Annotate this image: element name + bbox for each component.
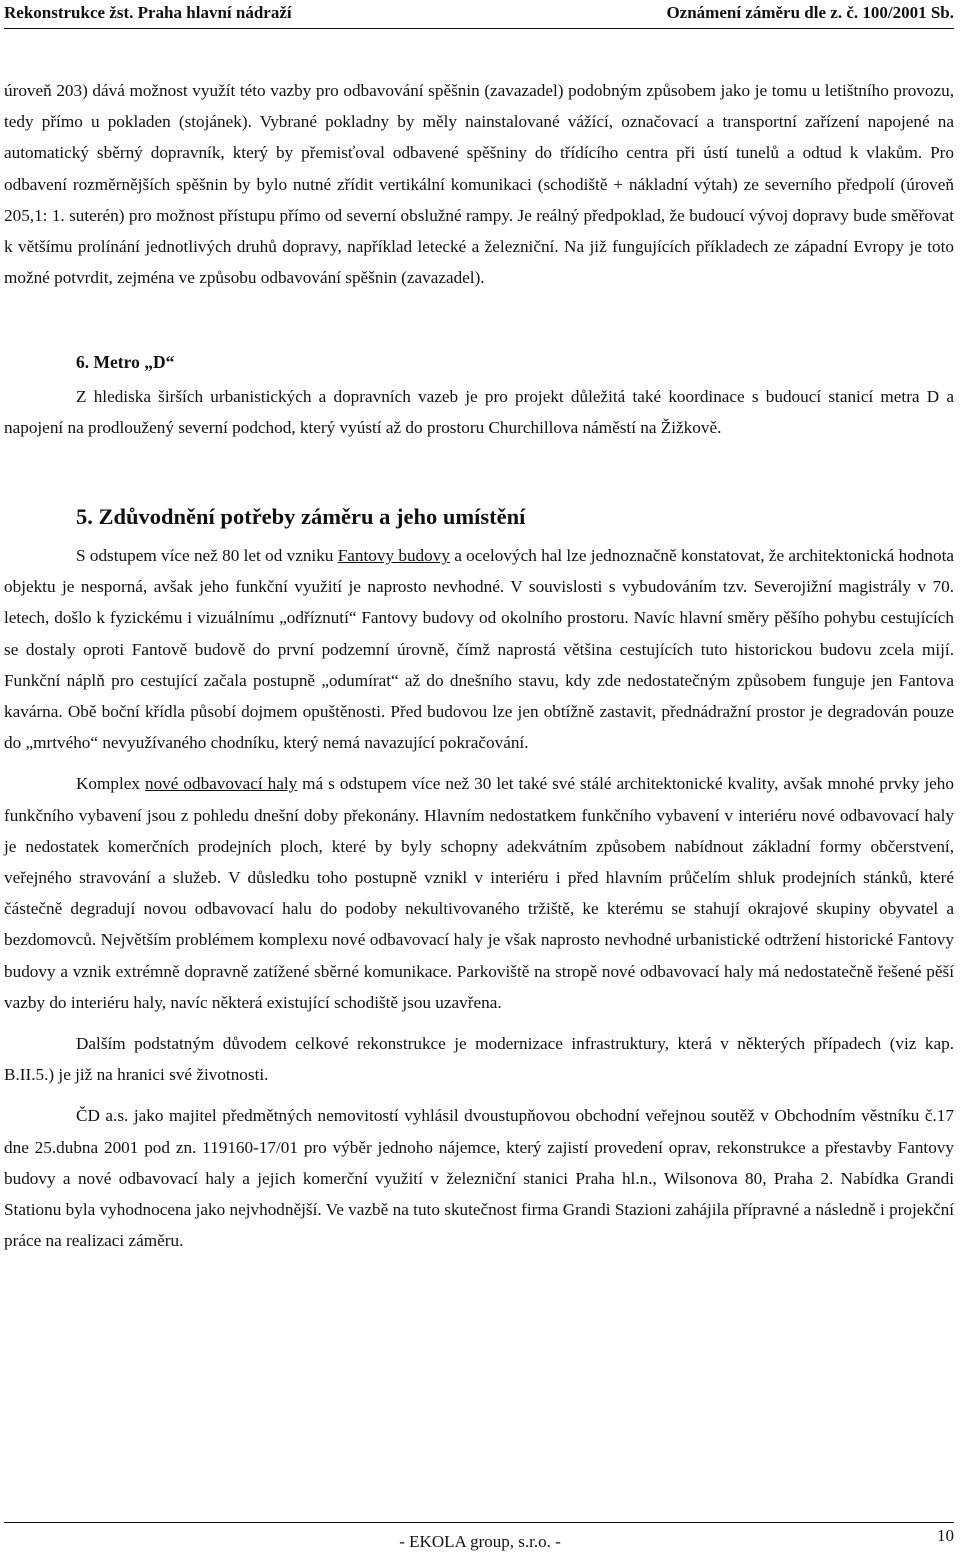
header-rule xyxy=(4,28,954,29)
document-body xyxy=(4,75,954,1257)
nova-odbavovaci-hala-underlined: nové odbavovací haly xyxy=(144,774,298,794)
reasons-p1-text-b: a ocelových hal lze jednoznačně konstatovat, že architektonická hodnota objektu je nesporná, avšak jeho funkční využití je naprosto nevhodné. V souvislosti s vybudováním tzv. Severojižní magistrály v 70. letech, došlo k fyzickému i vizuálnímu „odříznutí“ Fantovy budovy od okolního prostoru. Navíc hlavní směry pěšího pohybu cestujících se dostaly oproti Fantově budově do první podzemní úrovně, čímž naprostá většina cestujících tuto historickou budovu zcela mijí. Funkční náplň pro cestující začala postupně „odumírat“ až do dnešního stavu, kdy zde nedostatečným způsobem funguje jen Fantova kavárna. Obě boční křídla působí dojmem opuštěnosti. Před budovou lze jen obtížně zastavit, přednádražní prostor je degradován pouze do „mrtvého“ nevyužívaného chodníku, který nemá navazující pokračování. xyxy=(4,546,954,753)
reasons-paragraph-4: ČD a.s. jako majitel předmětných nemovitostí vyhlásil dvoustupňovou obchodní veřejnou soutěž v Obchodním věstníku č.17 dne 25.dubna 2001 pod zn. 119160-17/01 pro výběr jednoho nájemce, který zajistí provedení oprav, rekonstrukce a přestavby Fantovy budovy a nové odbavovací haly a jejich komerční využití v železniční stanici Praha hl.n., Wilsonova 80, Praha 2. Nabídka Grandi Stationu byla vyhodnocena jako nejvhodnější. Ve vazbě na tuto skutečnost firma Grandi Stazioni zahájila přípravné a následně i projekční práce na realizaci záměru. xyxy=(4,1106,954,1251)
page-number: 10 xyxy=(937,1526,954,1545)
page-footer xyxy=(0,1527,960,1549)
footer-rule xyxy=(4,1522,954,1523)
metro-paragraph: Z hlediska širších urbanistických a dopravních vazeb je pro projekt důležitá také koordinace s budoucí stanicí metra D a napojení na prodloužený severní podchod, který vyústí až do prostoru Churchillova náměstí na Žižkově. xyxy=(4,386,954,437)
intro-paragraph: úroveň 203) dává možnost využít této vazby pro odbavování spěšnin (zavazadel) podobným způsobem jako je tomu u letištního provozu, tedy přímo u pokladen (stojánek). Vybrané pokladny by měly nainstalované vážící, označovací a transportní zařízení napojené na automatický sběrný dopravník, který by přemisťoval odbavené spěšniny do třídícího centra při ústí tunelů a odtud k vlakům. Pro odbavení rozměrnějších spěšnin by bylo nutné zřídit vertikální komunikaci (schodiště + nákladní výtah) ze severního předpolí (úroveň 205,1: 1. suterén) pro možnost přístupu přímo od severní obslužné rampy. Je reálný předpoklad, že budoucí vývoj dopravy bude směřovat k většímu prolínání jednotlivých druhů dopravy, například letecké a železniční. Na již fungujících příkladech ze západní Evropy je toto možné potvrdit, zejména ve způsobu odbavování spěšnin (zavazadel). xyxy=(4,81,954,288)
reasons-p2-text-b: má s odstupem více než 30 let také své stálé architektonické kvality, avšak mnohé prvky jeho funkčního vybavení jsou z pohledu dnešní doby překonány. Hlavním nedostatkem funkčního vybavení v interiéru nové odbavovací haly je nedostatek komerčních prodejních ploch, které by byly schopny adekvátním způsobem nabídnout základní formy občerstvení, veřejného stravování a služeb. V důsledku toho postupně vznikl v interiéru i před hlavním průčelím shluk prodejních stánků, které částečně degradují novou odbavovací halu do podoby nekultivovaného tržiště, ke kterému se stahují okrajové skupiny obyvatel a bezdomovců. Největším problémem komplexu nové odbavovací haly je však naprosto nevhodné urbanistické odtržení historické Fantovy budovy a vznik extrémně dopravně zatížené sběrné komunikace. Parkoviště na stropě nové odbavovací haly má nedostatečně řešené pěší vazby do interiéru haly, navíc některá existující schodiště jsou uzavřena. xyxy=(4,774,954,1012)
section-heading: 5. Zdůvodnění potřeby záměru a jeho umístění xyxy=(76,504,526,530)
page-header xyxy=(4,0,954,28)
fantova-budova-underlined: Fantovy budovy xyxy=(337,546,450,566)
reasons-paragraph-3: Dalším podstatným důvodem celkové rekonstrukce je modernizace infrastruktury, která v některých případech (viz kap. B.II.5.) je již na hranici své životnosti. xyxy=(4,1034,954,1085)
reasons-paragraph-2 xyxy=(4,768,954,1018)
header-title-left: Rekonstrukce žst. Praha hlavní nádraží xyxy=(4,3,292,22)
reasons-p1-text-a: S odstupem více než 80 let od vzniku xyxy=(76,546,338,566)
reasons-p2-text-a: Komplex xyxy=(76,774,145,794)
reasons-paragraph-1 xyxy=(4,540,954,758)
footer-company: - EKOLA group, s.r.o. - xyxy=(399,1532,561,1551)
header-title-right: Oznámení záměru dle z. č. 100/2001 Sb. xyxy=(666,3,954,22)
metro-heading: 6. Metro „D“ xyxy=(76,352,175,373)
